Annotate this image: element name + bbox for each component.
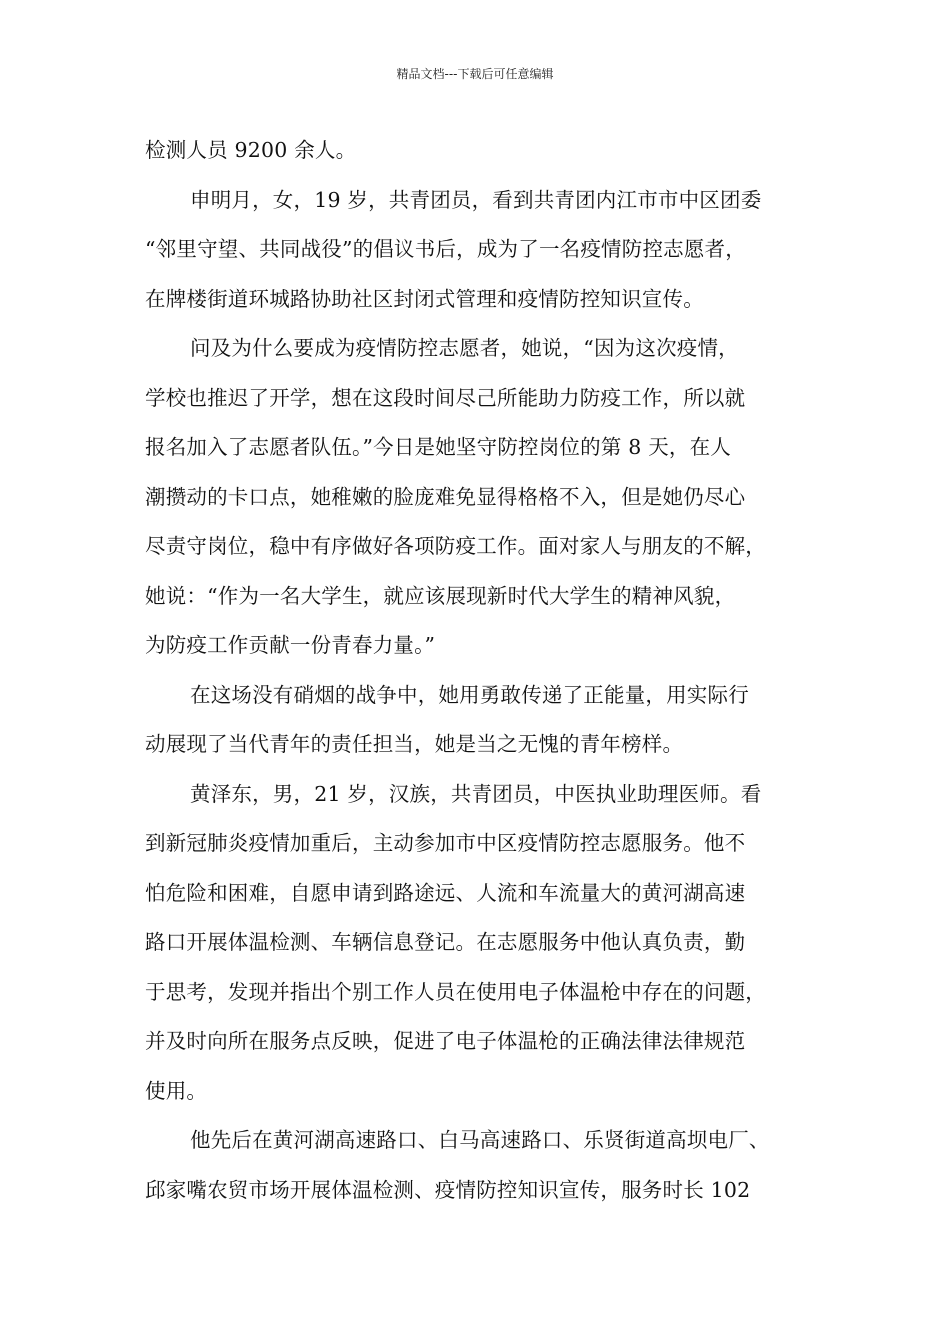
text-line: 并及时向所在服务点反映，促进了电子体温枪的正确法律法律规范 — [145, 1029, 746, 1053]
text-line: 学校也推迟了开学，想在这段时间尽己所能助力防疫工作，所以就 — [145, 385, 746, 410]
text-line: 使用。 — [145, 1078, 208, 1103]
text-line: 报名加入了志愿者队伍。”今日是她坚守防控岗位的第 8 天，在人 — [145, 435, 732, 459]
text-line: 申明月，女，19 岁，共青团员，看到共青团内江市市中区团委 — [190, 187, 762, 212]
text-line: 尽责守岗位，稳中有序做好各项防疫工作。面对家人与朋友的不解， — [145, 534, 766, 558]
page-header: 精品文档---下载后可任意编辑 — [396, 67, 554, 81]
text-line: 在牌楼街道环城路协助社区封闭式管理和疫情防控知识宣传。 — [145, 286, 704, 311]
text-line: 为防疫工作贡献一份青春力量。” — [145, 633, 436, 657]
text-line: 怕危险和困难，自愿申请到路途远、人流和车流量大的黄河湖高速 — [145, 880, 746, 905]
text-line: 黄泽东，男，21 岁，汉族，共青团员，中医执业助理医师。看 — [190, 781, 762, 806]
text-line: 邱家嘴农贸市场开展体温检测、疫情防控知识宣传，服务时长 102 — [145, 1177, 751, 1202]
text-line: 她说：“作为一名大学生，就应该展现新时代大学生的精神风貌， — [145, 583, 736, 608]
text-line: 路口开展体温检测、车辆信息登记。在志愿服务中他认真负责，勤 — [145, 930, 746, 954]
text-line: 在这场没有硝烟的战争中，她用勇敢传递了正能量，用实际行 — [190, 682, 749, 707]
text-line: “邻里守望、共同战役”的倡议书后，成为了一名疫情防控志愿者， — [145, 237, 746, 261]
text-line: 于思考，发现并指出个别工作人员在使用电子体温枪中存在的问题， — [145, 979, 766, 1004]
text-line: 到新冠肺炎疫情加重后，主动参加市中区疫情防控志愿服务。他不 — [145, 831, 746, 855]
text-line: 他先后在黄河湖高速路口、白马高速路口、乐贤街道高坝电厂、 — [190, 1128, 770, 1152]
text-line: 检测人员 9200 余人。 — [145, 138, 357, 162]
text-line: 动展现了当代青年的责任担当，她是当之无愧的青年榜样。 — [145, 732, 684, 756]
text-line: 潮攒动的卡口点，她稚嫩的脸庞难免显得格格不入，但是她仍尽心 — [145, 484, 746, 509]
text-line: 问及为什么要成为疫情防控志愿者，她说，“因为这次疫情， — [190, 336, 739, 360]
document-body — [145, 126, 835, 1215]
